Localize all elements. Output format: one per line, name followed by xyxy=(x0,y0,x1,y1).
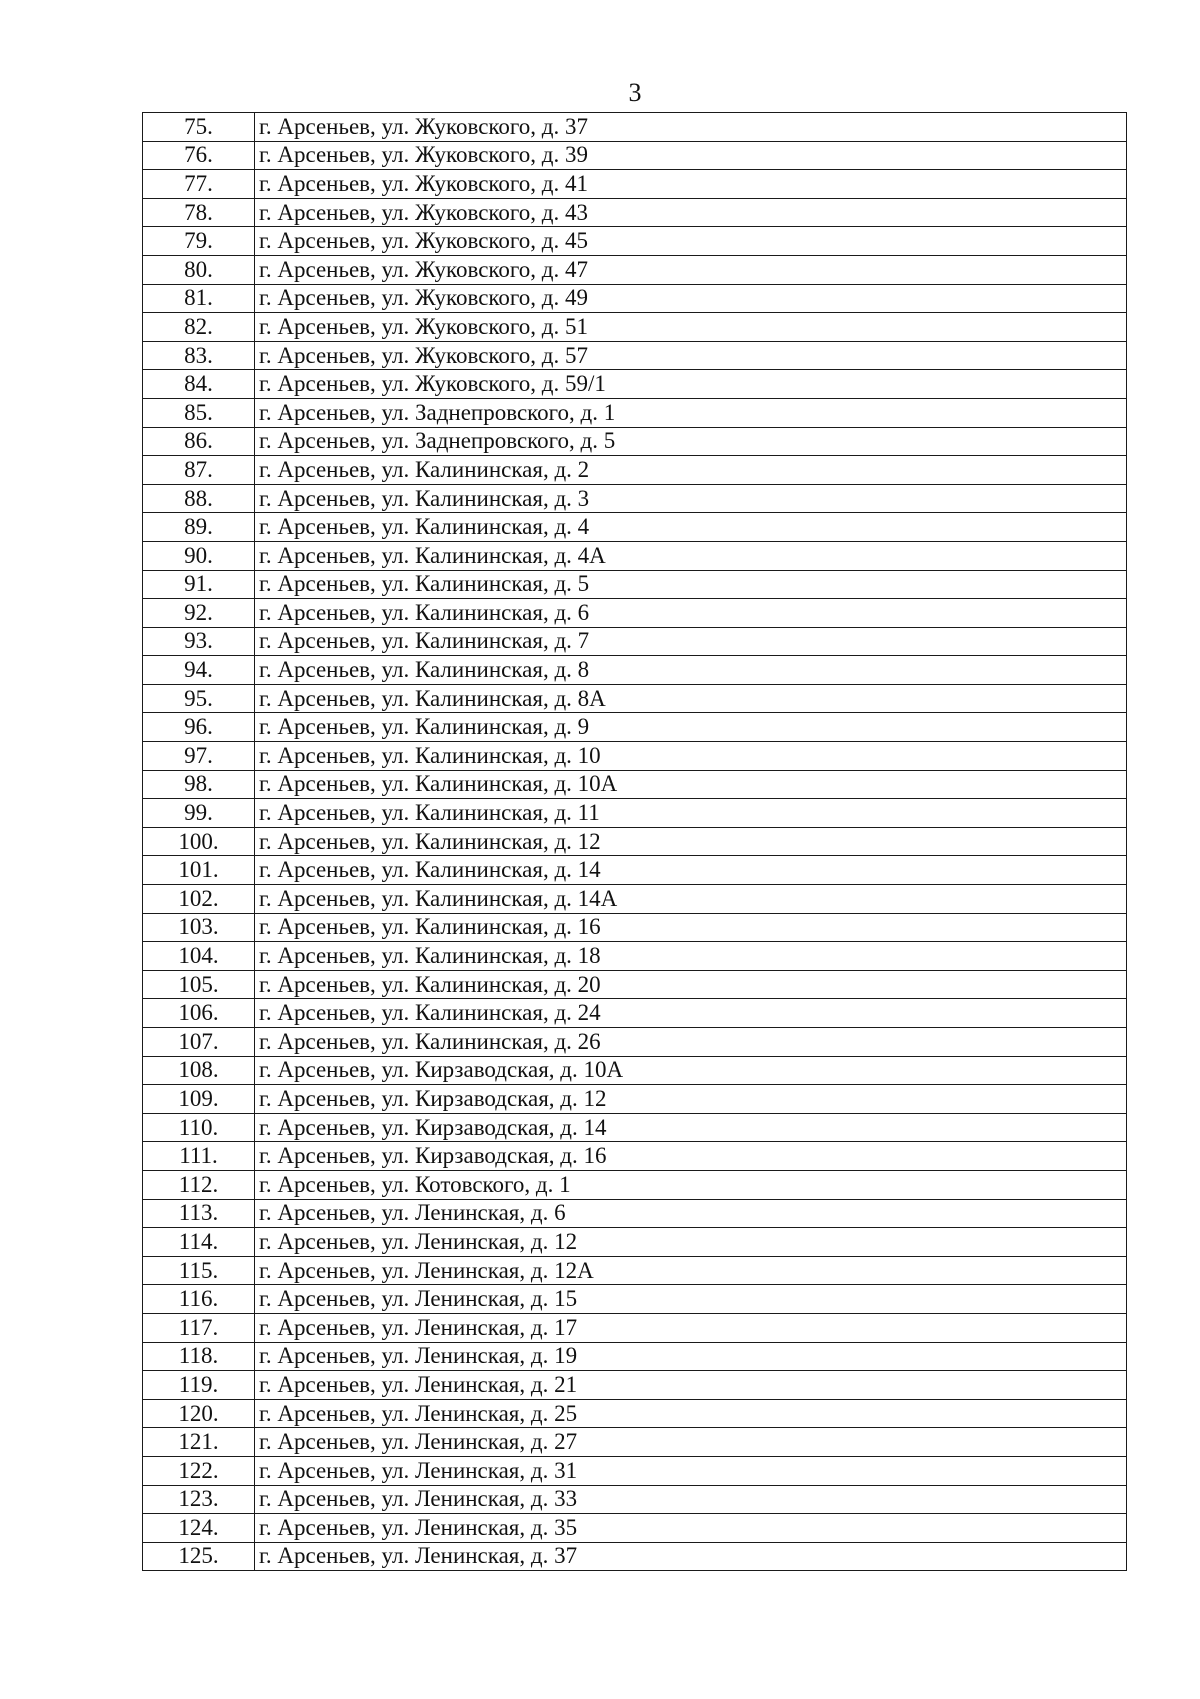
row-address: г. Арсеньев, ул. Ленинская, д. 37 xyxy=(255,1542,1127,1571)
row-number: 89. xyxy=(143,513,255,542)
row-address: г. Арсеньев, ул. Ленинская, д. 27 xyxy=(255,1428,1127,1457)
table-row xyxy=(143,1113,1127,1142)
row-address: г. Арсеньев, ул. Ленинская, д. 12А xyxy=(255,1256,1127,1285)
row-number: 78. xyxy=(143,198,255,227)
table-row xyxy=(143,427,1127,456)
table-row xyxy=(143,713,1127,742)
row-number: 87. xyxy=(143,456,255,485)
row-address: г. Арсеньев, ул. Калининская, д. 4А xyxy=(255,541,1127,570)
row-number: 98. xyxy=(143,770,255,799)
table-row xyxy=(143,370,1127,399)
table-row xyxy=(143,656,1127,685)
row-address: г. Арсеньев, ул. Жуковского, д. 39 xyxy=(255,141,1127,170)
table-row xyxy=(143,1170,1127,1199)
row-address: г. Арсеньев, ул. Калининская, д. 16 xyxy=(255,913,1127,942)
table-row xyxy=(143,1371,1127,1400)
table-row xyxy=(143,1256,1127,1285)
table-row xyxy=(143,141,1127,170)
table-row xyxy=(143,484,1127,513)
row-number: 119. xyxy=(143,1371,255,1400)
row-number: 76. xyxy=(143,141,255,170)
row-address: г. Арсеньев, ул. Калининская, д. 14А xyxy=(255,885,1127,914)
table-row xyxy=(143,113,1127,142)
table-row xyxy=(143,1313,1127,1342)
table-row xyxy=(143,198,1127,227)
table-row xyxy=(143,770,1127,799)
table-row xyxy=(143,1514,1127,1543)
row-address: г. Арсеньев, ул. Калининская, д. 20 xyxy=(255,970,1127,999)
row-number: 100. xyxy=(143,827,255,856)
row-address: г. Арсеньев, ул. Калининская, д. 2 xyxy=(255,456,1127,485)
table-row xyxy=(143,570,1127,599)
row-number: 104. xyxy=(143,942,255,971)
row-address: г. Арсеньев, ул. Жуковского, д. 45 xyxy=(255,227,1127,256)
row-address: г. Арсеньев, ул. Калининская, д. 7 xyxy=(255,627,1127,656)
row-number: 75. xyxy=(143,113,255,142)
row-address: г. Арсеньев, ул. Жуковского, д. 37 xyxy=(255,113,1127,142)
row-number: 95. xyxy=(143,684,255,713)
row-number: 112. xyxy=(143,1170,255,1199)
table-row xyxy=(143,1028,1127,1057)
row-address: г. Арсеньев, ул. Калининская, д. 18 xyxy=(255,942,1127,971)
table-row xyxy=(143,284,1127,313)
row-address: г. Арсеньев, ул. Калининская, д. 4 xyxy=(255,513,1127,542)
row-address: г. Арсеньев, ул. Жуковского, д. 47 xyxy=(255,255,1127,284)
row-number: 110. xyxy=(143,1113,255,1142)
row-address: г. Арсеньев, ул. Жуковского, д. 49 xyxy=(255,284,1127,313)
table-row xyxy=(143,1428,1127,1457)
table-row xyxy=(143,742,1127,771)
row-number: 86. xyxy=(143,427,255,456)
table-row xyxy=(143,456,1127,485)
table-row xyxy=(143,1542,1127,1571)
table-row xyxy=(143,255,1127,284)
row-number: 80. xyxy=(143,255,255,284)
table-row xyxy=(143,627,1127,656)
row-address: г. Арсеньев, ул. Калининская, д. 12 xyxy=(255,827,1127,856)
row-number: 122. xyxy=(143,1456,255,1485)
row-address: г. Арсеньев, ул. Ленинская, д. 33 xyxy=(255,1485,1127,1514)
address-table xyxy=(142,112,1127,1571)
table-row xyxy=(143,1056,1127,1085)
row-address: г. Арсеньев, ул. Калининская, д. 24 xyxy=(255,999,1127,1028)
table-row xyxy=(143,1399,1127,1428)
table-row xyxy=(143,1342,1127,1371)
page-number: 3 xyxy=(628,78,642,107)
row-address: г. Арсеньев, ул. Калининская, д. 10 xyxy=(255,742,1127,771)
row-number: 114. xyxy=(143,1228,255,1257)
row-number: 91. xyxy=(143,570,255,599)
row-address: г. Арсеньев, ул. Кирзаводская, д. 16 xyxy=(255,1142,1127,1171)
row-address: г. Арсеньев, ул. Калининская, д. 6 xyxy=(255,599,1127,628)
table-row xyxy=(143,913,1127,942)
row-number: 115. xyxy=(143,1256,255,1285)
table-row xyxy=(143,1228,1127,1257)
row-address: г. Арсеньев, ул. Ленинская, д. 17 xyxy=(255,1313,1127,1342)
row-number: 124. xyxy=(143,1514,255,1543)
row-address: г. Арсеньев, ул. Калининская, д. 10А xyxy=(255,770,1127,799)
row-address: г. Арсеньев, ул. Ленинская, д. 12 xyxy=(255,1228,1127,1257)
row-address: г. Арсеньев, ул. Калининская, д. 14 xyxy=(255,856,1127,885)
row-address: г. Арсеньев, ул. Кирзаводская, д. 14 xyxy=(255,1113,1127,1142)
table-row xyxy=(143,970,1127,999)
table-row xyxy=(143,227,1127,256)
row-number: 106. xyxy=(143,999,255,1028)
table-row xyxy=(143,1142,1127,1171)
row-address: г. Арсеньев, ул. Калининская, д. 5 xyxy=(255,570,1127,599)
row-number: 113. xyxy=(143,1199,255,1228)
row-number: 111. xyxy=(143,1142,255,1171)
row-address: г. Арсеньев, ул. Заднепровского, д. 1 xyxy=(255,398,1127,427)
row-address: г. Арсеньев, ул. Котовского, д. 1 xyxy=(255,1170,1127,1199)
row-number: 120. xyxy=(143,1399,255,1428)
row-number: 108. xyxy=(143,1056,255,1085)
table-row xyxy=(143,799,1127,828)
row-address: г. Арсеньев, ул. Жуковского, д. 41 xyxy=(255,170,1127,199)
row-number: 101. xyxy=(143,856,255,885)
row-address: г. Арсеньев, ул. Жуковского, д. 43 xyxy=(255,198,1127,227)
table-row xyxy=(143,1199,1127,1228)
row-address: г. Арсеньев, ул. Калининская, д. 3 xyxy=(255,484,1127,513)
address-table-body xyxy=(143,113,1127,1571)
table-row xyxy=(143,684,1127,713)
row-number: 102. xyxy=(143,885,255,914)
row-number: 96. xyxy=(143,713,255,742)
row-address: г. Арсеньев, ул. Кирзаводская, д. 12 xyxy=(255,1085,1127,1114)
row-number: 85. xyxy=(143,398,255,427)
table-row xyxy=(143,170,1127,199)
row-number: 97. xyxy=(143,742,255,771)
row-number: 90. xyxy=(143,541,255,570)
row-number: 77. xyxy=(143,170,255,199)
row-address: г. Арсеньев, ул. Ленинская, д. 35 xyxy=(255,1514,1127,1543)
row-address: г. Арсеньев, ул. Жуковского, д. 51 xyxy=(255,313,1127,342)
row-address: г. Арсеньев, ул. Заднепровского, д. 5 xyxy=(255,427,1127,456)
row-number: 117. xyxy=(143,1313,255,1342)
row-number: 99. xyxy=(143,799,255,828)
row-address: г. Арсеньев, ул. Калининская, д. 11 xyxy=(255,799,1127,828)
table-row xyxy=(143,541,1127,570)
row-number: 109. xyxy=(143,1085,255,1114)
row-number: 93. xyxy=(143,627,255,656)
row-number: 81. xyxy=(143,284,255,313)
row-number: 82. xyxy=(143,313,255,342)
table-row xyxy=(143,313,1127,342)
row-address: г. Арсеньев, ул. Кирзаводская, д. 10А xyxy=(255,1056,1127,1085)
row-number: 84. xyxy=(143,370,255,399)
row-number: 123. xyxy=(143,1485,255,1514)
row-address: г. Арсеньев, ул. Калининская, д. 8 xyxy=(255,656,1127,685)
row-number: 94. xyxy=(143,656,255,685)
row-address: г. Арсеньев, ул. Ленинская, д. 31 xyxy=(255,1456,1127,1485)
table-row xyxy=(143,1485,1127,1514)
row-number: 121. xyxy=(143,1428,255,1457)
row-address: г. Арсеньев, ул. Ленинская, д. 21 xyxy=(255,1371,1127,1400)
row-number: 116. xyxy=(143,1285,255,1314)
row-number: 105. xyxy=(143,970,255,999)
table-row xyxy=(143,885,1127,914)
table-row xyxy=(143,856,1127,885)
table-row xyxy=(143,513,1127,542)
row-number: 83. xyxy=(143,341,255,370)
table-row xyxy=(143,398,1127,427)
row-address: г. Арсеньев, ул. Жуковского, д. 59/1 xyxy=(255,370,1127,399)
row-number: 107. xyxy=(143,1028,255,1057)
table-row xyxy=(143,942,1127,971)
table-row xyxy=(143,1456,1127,1485)
table-row xyxy=(143,1285,1127,1314)
row-number: 125. xyxy=(143,1542,255,1571)
table-row xyxy=(143,599,1127,628)
row-address: г. Арсеньев, ул. Ленинская, д. 6 xyxy=(255,1199,1127,1228)
row-number: 79. xyxy=(143,227,255,256)
row-address: г. Арсеньев, ул. Жуковского, д. 57 xyxy=(255,341,1127,370)
row-address: г. Арсеньев, ул. Ленинская, д. 25 xyxy=(255,1399,1127,1428)
table-row xyxy=(143,341,1127,370)
row-address: г. Арсеньев, ул. Ленинская, д. 15 xyxy=(255,1285,1127,1314)
row-address: г. Арсеньев, ул. Калининская, д. 26 xyxy=(255,1028,1127,1057)
row-number: 103. xyxy=(143,913,255,942)
row-address: г. Арсеньев, ул. Калининская, д. 9 xyxy=(255,713,1127,742)
row-number: 118. xyxy=(143,1342,255,1371)
row-address: г. Арсеньев, ул. Ленинская, д. 19 xyxy=(255,1342,1127,1371)
row-number: 88. xyxy=(143,484,255,513)
table-row xyxy=(143,1085,1127,1114)
row-number: 92. xyxy=(143,599,255,628)
table-row xyxy=(143,827,1127,856)
table-row xyxy=(143,999,1127,1028)
row-address: г. Арсеньев, ул. Калининская, д. 8А xyxy=(255,684,1127,713)
